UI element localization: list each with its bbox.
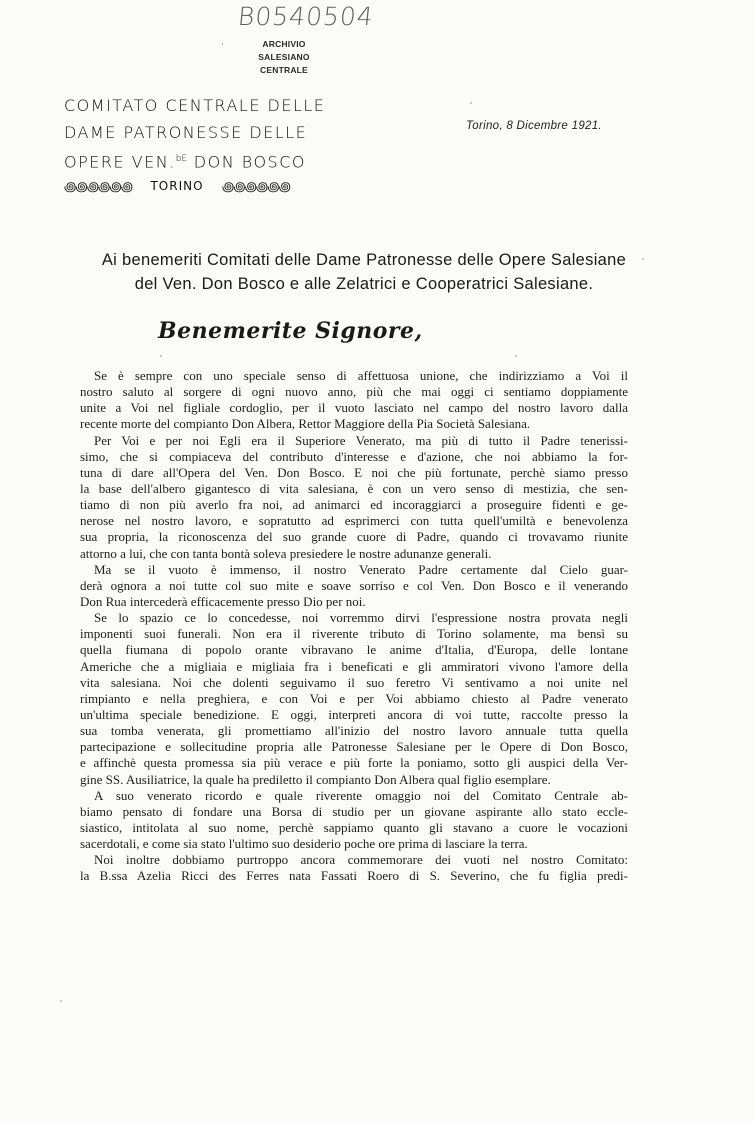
body-line: derà ognora a noi tutte col suo mite e soave sorriso e col Ven. Don Bosco e il venerando xyxy=(80,577,628,593)
body-line: imponenti suoi funerali. Non era il riverente tributo di Torino solamente, ma bensì su xyxy=(80,626,628,642)
body-line: recente morte del compianto Don Albera, Rettor Maggiore della Pia Società Salesiana. xyxy=(80,416,531,432)
paper-speck xyxy=(642,258,644,260)
body-line: biamo pensato di fondare una Borsa di studio per un giovane aspirante allo stato eccle- xyxy=(80,803,628,819)
letterhead xyxy=(64,92,326,197)
paper-speck xyxy=(515,355,517,357)
letterhead-city-row xyxy=(64,175,290,197)
body-line: Noi inoltre dobbiamo purtroppo ancora commemorare dei vuoti nel nostro Comitato: xyxy=(94,852,628,868)
addressee-line2: del Ven. Don Bosco e alle Zelatrici e Cooperatrici Salesiane. xyxy=(134,275,594,293)
body-line: la B.ssa Azelia Ricci des Ferres nata Fassati Roero di S. Severino, che fu figlia predi- xyxy=(80,868,628,884)
body-line: tiamo di non più averlo fra noi, ad animarci ed incoraggiarci a proseguire fidenti e ge- xyxy=(80,497,628,513)
body-line: partecipazione e sollecitudine propria alle Patronesse Salesiane per le Opere di Don Bosco, xyxy=(80,739,628,755)
wave-ornament-right-icon: ꩜꩜꩜꩜꩜꩜ xyxy=(221,180,290,196)
body-line: gine SS. Ausiliatrice, la quale ha prediletto il compianto Don Albera qual figlio esemplare. xyxy=(80,771,551,787)
body-line: nerose nel nostro lavoro, e sopratutto ad esprimerci con tutta quell'umiltà e benevolenza xyxy=(80,513,628,529)
body-line: quella fiumana di popolo orante vibravano le anime d'Italia, d'Europa, delle lontane xyxy=(80,642,628,658)
body-line: sua tomba venerata, gli promettiamo all'inizio del nostro lavoro annuale tutta quella xyxy=(80,723,628,739)
letterhead-line3 xyxy=(64,146,306,175)
body-line: Se è sempre con uno speciale senso di affettuosa unione, che indirizziamo a Voi il xyxy=(94,368,628,383)
archive-stamp-line1: ARCHIVIO SALESIANO xyxy=(258,39,310,62)
body-line: Ma se il vuoto è immenso, il nostro Venerato Padre certamente dal Cielo guar- xyxy=(94,561,628,577)
body-line: la base dell'albero gigantesco di vita salesiana, è con un vero senso di mestizia, che sen- xyxy=(80,480,628,496)
body-line: attorno a lui, che con tanta bontà soleva presiedere le nostre adunanze generali. xyxy=(80,545,492,561)
paper-speck xyxy=(60,1000,62,1002)
body-line: Don Rua intercederà efficacemente presso Dio per noi. xyxy=(80,593,366,609)
archive-number: B0540504 xyxy=(236,2,376,31)
stamp-dot: · xyxy=(221,40,224,49)
letterhead-line2: DAME PATRONESSE DELLE xyxy=(64,123,308,142)
letterhead-line3-main: OPERE VEN. xyxy=(64,152,176,172)
body-line: un'ultima speciale benedizione. E oggi, interpreti ancora di voi tutte, raccolte presso la xyxy=(80,706,628,722)
body-line: unite a Voi nel figliale cordoglio, per il vuoto lasciato nel campo del nostro lavoro dalla xyxy=(80,400,628,416)
addressee xyxy=(64,248,664,296)
letter-date: Torino, 8 Dicembre 1921. xyxy=(466,120,602,132)
letterhead-line3-sup: bE xyxy=(175,154,188,164)
body-line: sacerdotali, e come sia stato l'ultimo suo desiderio poche ore prima di lasciare la terra. xyxy=(80,836,528,852)
body-line: siastico, intitolata al suo nome, perchè sappiamo quanto gli stavano a cuore le vocazioni xyxy=(80,819,628,835)
body-line: tuna di dare all'Opera del Ven. Don Bosco. E noi che più fortunate, perchè siamo presso xyxy=(80,464,628,480)
body-line: rimpianto e nella preghiera, e con Voi e per Voi abbiamo chiesto al Padre venerato xyxy=(80,690,628,706)
body-line: Se lo spazio ce lo concedesse, noi vorremmo dirvi l'espressione nostra provata negli xyxy=(94,610,628,626)
body-line: e affinchè questa promessa sia più verace e più forte la poniamo, sotto gli auspici della Ver- xyxy=(80,755,628,771)
wave-ornament-left-icon: ꩜꩜꩜꩜꩜꩜ xyxy=(64,180,133,196)
body-line: Per Voi e per noi Egli era il Superiore Venerato, ma più di tutto il Padre tenerissi- xyxy=(94,432,628,448)
letterhead-line1: COMITATO CENTRALE DELLE xyxy=(64,96,326,115)
body-line: A suo venerato ricordo e quale riverente omaggio noi del Comitato Centrale ab- xyxy=(94,787,628,803)
body-line: nostro saluto al sorgere di ogni nuovo anno, più che mai oggi ci sentiamo doppiamente xyxy=(80,384,628,400)
paper-speck xyxy=(160,355,162,357)
body-line: simo, che si compiaceva del contributo d'interesse e d'azione, che noi abbiamo la for- xyxy=(80,448,628,464)
letterhead-line3-end: DON BOSCO xyxy=(187,152,306,172)
paper-speck xyxy=(470,102,472,104)
salutation: Benemerite Signore, xyxy=(158,318,423,344)
addressee-line1: Ai benemeriti Comitati delle Dame Patronesse delle Opere Salesiane xyxy=(101,251,627,269)
letter-body xyxy=(80,368,628,885)
body-line: sua propria, la riconoscenza del suo grande cuore di Padre, quando ci trovavamo riunite xyxy=(80,529,628,545)
body-line: vita salesiana. Noi che dolenti seguivamo il suo feretro Vi sentivamo a noi unite nel xyxy=(80,674,628,690)
body-line: Americhe che a migliaia e migliaia fra i beneficati e gli ammiratori vivono l'amore della xyxy=(80,658,628,674)
letterhead-city: TORINO xyxy=(150,179,204,194)
archive-stamp-line2: CENTRALE xyxy=(260,65,308,75)
archive-stamp xyxy=(236,38,332,77)
